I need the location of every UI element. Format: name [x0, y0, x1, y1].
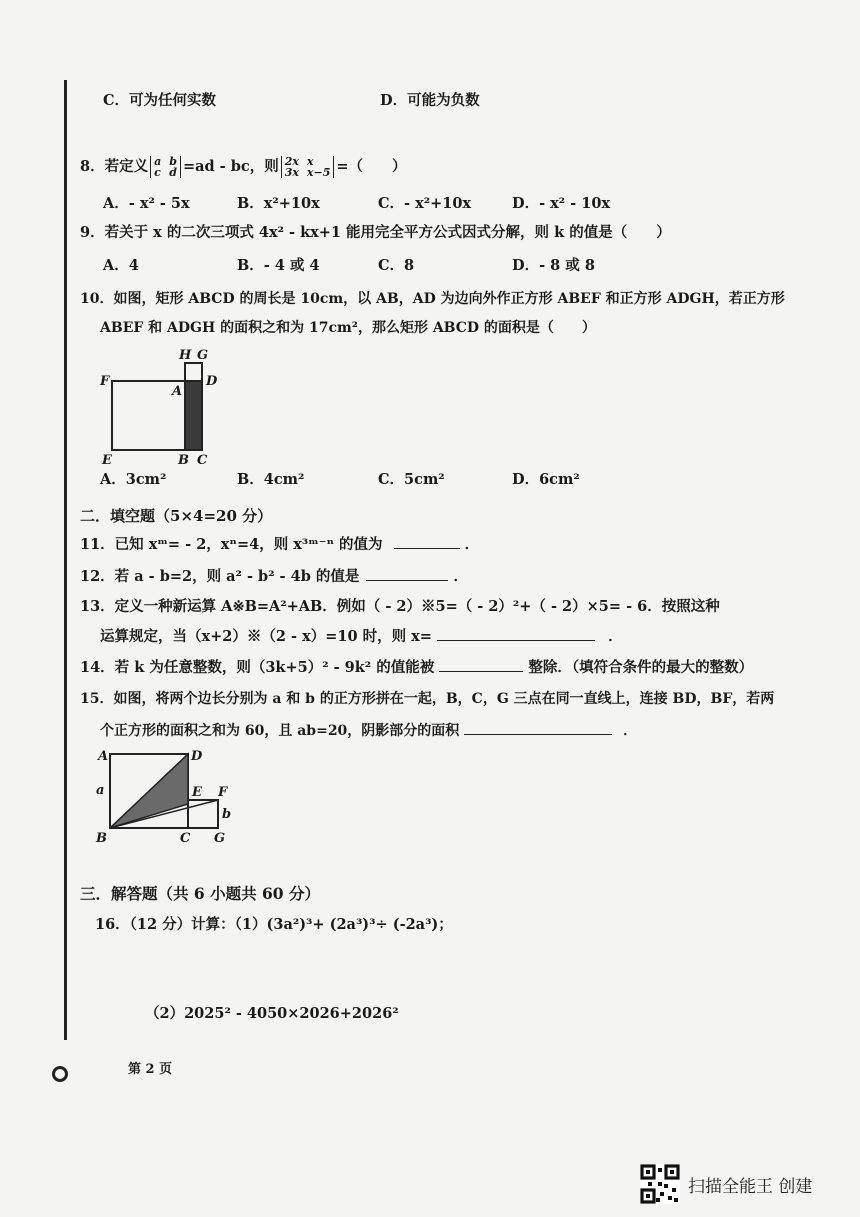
section3-title: 三．解答题（共 6 小题共 60 分）: [80, 884, 320, 903]
q10-option-d: D．6cm²: [512, 471, 580, 488]
q15-figure: [90, 742, 250, 852]
binding-line: [64, 80, 67, 1040]
q8-det2-b: x: [306, 155, 314, 168]
q16-part2: （2）2025² - 4050×2026+2026²: [145, 1005, 399, 1022]
q8-det2-d: x−5: [306, 166, 331, 179]
q15-question-line2: [100, 720, 637, 741]
q7-option-c: C．可为任何实数: [103, 92, 217, 109]
q12-text: 12．若 a - b=2，则 a² - b² - 4b 的值是: [80, 568, 360, 585]
q12-answer-blank[interactable]: [366, 566, 448, 581]
q15-label-a: A: [98, 749, 109, 764]
q10-question-line2: ABEF 和 ADGH 的面积之和为 17cm²，那么矩形 ABCD 的面积是（ ）: [100, 320, 596, 336]
q15-label-b-side: b: [222, 807, 232, 822]
qr-code-icon: [640, 1164, 680, 1204]
q9-option-c: C．8: [378, 257, 415, 274]
q8-det1-c: c: [154, 166, 161, 179]
q15-label-e: E: [192, 785, 202, 800]
q8-option-d: D．- x² - 10x: [512, 195, 611, 212]
q12-question: [80, 566, 468, 587]
q8-suffix: =（ ）: [336, 158, 407, 175]
q9-option-b: B．- 4 或 4: [237, 257, 320, 274]
q10-option-a: A．3cm²: [100, 471, 167, 488]
q8-det1-d: d: [169, 166, 177, 179]
q10-label-d: D: [206, 374, 218, 389]
q10-label-c: C: [197, 453, 208, 468]
q15-question-line1: 15．如图，将两个边长分别为 a 和 b 的正方形拼在一起，B，C，G 三点在同一直线上，连接 BD，BF，若两: [80, 691, 775, 707]
q10-option-c: C．5cm²: [378, 471, 445, 488]
q8-det-def: [150, 156, 181, 178]
q8-det-given: [281, 156, 335, 178]
q15-text: 个正方形的面积之和为 60，且 ab=20，阴影部分的面积: [100, 723, 460, 739]
q7-option-d: D．可能为负数: [380, 92, 480, 109]
q15-label-f: F: [218, 785, 228, 800]
page-number: 第 2 页: [128, 1062, 173, 1077]
q9-question: 9．若关于 x 的二次三项式 4x² - kx+1 能用完全平方公式因式分解，则 k 的值是（ ）: [80, 224, 671, 241]
q12-end: ．: [453, 568, 469, 585]
q15-label-c: C: [180, 831, 191, 846]
q13-end: ．: [608, 628, 623, 645]
q16-part1: 16．（12 分）计算：（1）(3a²)³+ (2a³)³÷ (-2a³)；: [95, 916, 453, 933]
q10-square-adgh: [185, 363, 202, 381]
q15-shaded-region: [110, 754, 188, 828]
q15-label-b: B: [96, 831, 107, 846]
q9-option-d: D．- 8 或 8: [512, 257, 595, 274]
q8-option-c: C．- x²+10x: [378, 195, 472, 212]
q10-label-a: A: [172, 384, 183, 399]
q15-end: ．: [623, 723, 638, 739]
q10-label-h: H: [179, 348, 192, 363]
q11-answer-blank[interactable]: [394, 534, 460, 549]
q13-text: 运算规定，当（x+2）※（2 - x）=10 时，则 x=: [100, 628, 432, 645]
q8-det1-a: a: [154, 155, 162, 168]
q15-label-g: G: [214, 831, 226, 846]
q15-label-a-side: a: [96, 783, 105, 798]
q11-question: [80, 534, 479, 555]
q10-label-b: B: [178, 453, 189, 468]
q8-mid: =ad - bc，则: [182, 158, 279, 175]
scanner-watermark: [640, 1164, 812, 1204]
binding-hole: [52, 1066, 68, 1082]
q15-label-d: D: [191, 749, 203, 764]
q14-answer-blank[interactable]: [439, 657, 523, 672]
q10-option-b: B．4cm²: [237, 471, 305, 488]
q8-det2-a: 2x: [284, 155, 299, 168]
q13-question-line1: 13．定义一种新运算 A※B=A²+AB．例如（ - 2）※5=（ - 2）²+（ - 2）×5= - 6．按照这种: [80, 598, 720, 615]
q10-label-g: G: [197, 348, 209, 363]
q8-option-a: A．- x² - 5x: [103, 195, 190, 212]
q8-det1-b: b: [169, 155, 177, 168]
q14-text: 14．若 k 为任意整数，则（3k+5）² - 9k² 的值能被: [80, 659, 435, 676]
q8-prefix: 8．若定义: [80, 158, 149, 175]
q9-option-a: A．4: [103, 257, 139, 274]
q14-question: [80, 657, 753, 678]
q10-figure: [96, 340, 236, 470]
q10-question-line1: 10．如图，矩形 ABCD 的周长是 10cm，以 AB，AD 为边向外作正方形 ABEF 和正方形 ADGH，若正方形: [80, 291, 785, 307]
q14-end: 整除．（填符合条件的最大的整数）: [528, 659, 754, 676]
q10-rect-abcd: [185, 381, 202, 450]
q8-det2-c: 3x: [284, 166, 299, 179]
watermark-text: 扫描全能王 创建: [688, 1176, 813, 1197]
q13-answer-blank[interactable]: [437, 626, 595, 641]
q8-question: [80, 156, 407, 178]
q15-answer-blank[interactable]: [464, 720, 612, 735]
q8-option-b: B．x²+10x: [237, 195, 320, 212]
q11-text: 11．已知 xᵐ= - 2，xⁿ=4，则 x³ᵐ⁻ⁿ 的值为: [80, 536, 383, 553]
q11-end: ．: [464, 536, 480, 553]
q10-label-f: F: [100, 374, 110, 389]
q10-label-e: E: [102, 453, 112, 468]
q13-question-line2: [100, 626, 623, 647]
section2-title: 二．填空题（5×4=20 分）: [80, 507, 273, 525]
